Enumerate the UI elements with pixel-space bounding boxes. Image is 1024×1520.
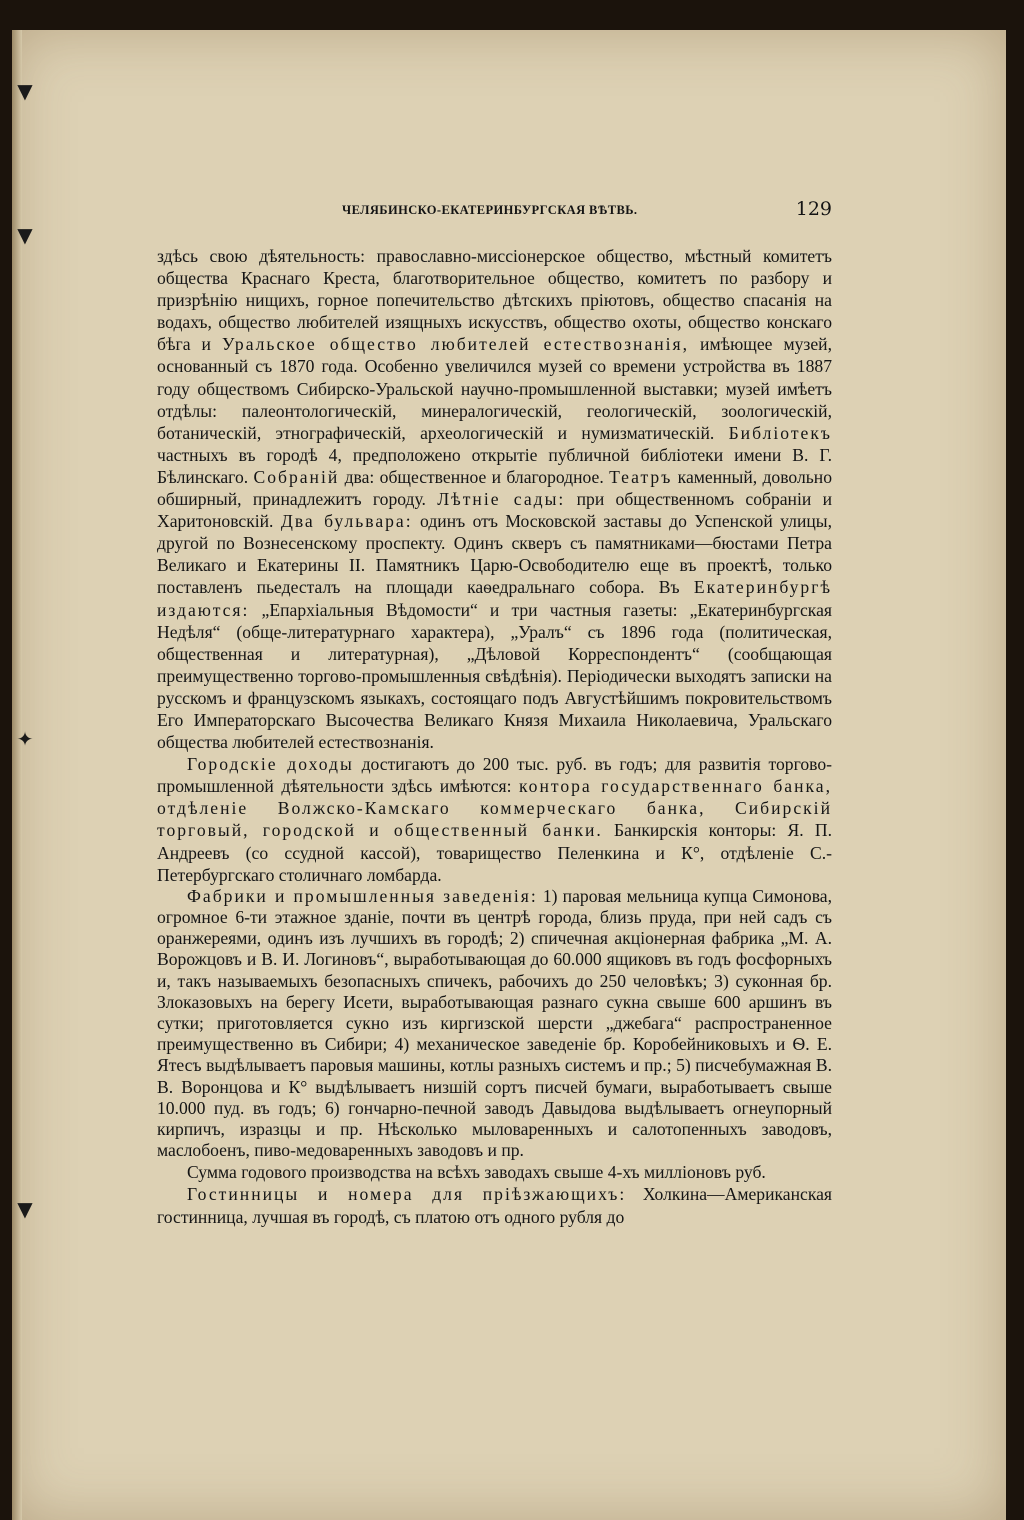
spaced-run: Городскіе доходы	[187, 754, 354, 775]
binding-marker-icon: ▼	[17, 1197, 33, 1221]
binding-marker-icon: ▼	[17, 223, 33, 247]
text-run: Банкирскія конторы: Я. П. Андреевъ (со ссудной кассой), товарищество Пеленкина и К°, отдѣленіе С.-Петербургскаго столичнаго ломбарда.	[157, 820, 832, 885]
binding-marker-icon: ▼	[17, 79, 33, 103]
spaced-run: Собраній	[253, 466, 340, 487]
spaced-run: Лѣтніе сады:	[437, 489, 566, 510]
spaced-run: Екатеринбургѣ издаются:	[157, 577, 832, 620]
text-run: 1) паровая мельница купца Симонова, огромное 6-ти этажное зданіе, почти въ центрѣ города, близь пруда, при ней садъ съ оранжереями, одинъ изъ лучшихъ въ городѣ; 2) спичечная акціонерная фабрика „М. А. Ворожцовъ и В. И. Логиновъ“, выработывающая до 60.000 ящиковъ въ годъ фосфорныхъ и, такъ называемыхъ безопасныхъ спичекъ, рабочихъ до 250 человѣкъ; 3) суконная бр. Злоказовыхъ на берегу Исети, выработывающая разнаго сукна свыше 600 аршинъ въ сутки; приготовляется сукно изъ киргизской шерсти „джебага“ распространенное преимущественно въ Сибири; 4) механическое заведеніе бр. Коробейниковыхъ и Ѳ. Е. Ятесъ выдѣлываетъ паровыя машины, котлы разныхъ системъ и пр.; 5) писчебумажная В. В. Воронцова и К° выдѣлываетъ низшій сортъ писчей бумаги, выработываетъ свыше 10.000 пуд. въ годъ; 6) гончарно-печной заводъ Давыдова выдѣлываетъ огнеупорный кирпичъ, изразцы и пр. Нѣсколько мыловаренныхъ и салотопенныхъ заводовъ, маслобоенъ, пиво-медоваренныхъ заводовъ и пр.	[157, 885, 832, 1161]
text-run: Сумма годового производства на всѣхъ заводахъ свыше 4-хъ милліоновъ руб.	[187, 1162, 766, 1183]
body-text	[157, 245, 832, 1228]
text-run: одинъ отъ Московской заставы до Успенской улицы, другой по Вознесенскому проспекту. Одинъ скверъ съ памятниками—бюстами Петра Великаго и Екатерины II. Памятникъ Царю-Освободителю еще въ проектѣ, только поставленъ пьедесталъ на площади каѳедральнаго собора. Въ	[157, 511, 832, 598]
text-run: частныхъ въ городѣ 4, предположено открытіе публичной библіотеки имени В. Г. Бѣлинскаго.	[157, 444, 832, 487]
book-page	[12, 30, 1006, 1520]
paragraph-city-revenue	[157, 753, 832, 886]
binding-marker-icon: ✦	[16, 727, 34, 751]
text-run: достигаютъ до 200 тыс. руб. въ годъ; для развитія торгово-промышленной дѣятельности здѣсь имѣются:	[157, 754, 832, 797]
text-run: два: общественное и благородное.	[339, 466, 610, 487]
text-run: „Епархіальныя Вѣдомости“ и три частныя газеты: „Екатеринбургская Недѣля“ (обще-литературнаго характера), „Уралъ“ съ 1896 года (политическая, общественная и литературная), „Дѣловой Корреспондентъ“ (сообщающая преимущественно торгово-промышленныя свѣдѣнія). Періодически выходятъ записки на русскомъ и французскомъ языкахъ, состоящаго подъ Августѣйшимъ покровительствомъ Его Императорскаго Высочества Великаго Князя Михаила Николаевича, Уральскаго общества любителей естествознанія.	[157, 599, 832, 753]
spaced-run: Уральское общество любителей естествознанія,	[221, 334, 690, 355]
running-title: ЧЕЛЯБИНСКО-ЕКАТЕРИНБУРГСКАЯ ВѢТВЬ.	[342, 203, 638, 217]
spaced-run: Гостинницы и номера для пріѣзжающихъ:	[187, 1184, 627, 1205]
text-run: Холкина—Американская гостинница, лучшая въ городѣ, съ платою отъ одного рубля до	[157, 1184, 833, 1227]
spaced-run: Театръ	[609, 466, 673, 487]
text-run: при общественномъ собраніи и Харитоновскій.	[157, 489, 832, 532]
spaced-run: Два бульвара:	[280, 511, 413, 532]
page-number: 129	[795, 198, 832, 220]
page-edge	[12, 30, 22, 1520]
paragraph-production-total	[157, 1161, 832, 1183]
spaced-run: Библіотекъ	[728, 422, 832, 443]
paragraph-factories	[157, 886, 832, 1162]
spaced-run: контора государственнаго банка, отдѣленіе Волжско-Камскаго коммерческаго банка, Сибирскій торговый, городской и общественный банки.	[157, 776, 832, 841]
paragraph-institutions	[157, 245, 832, 753]
text-run: здѣсь свою дѣятельность: православно-миссіонерское общество, мѣстный комитетъ общества Краснаго Креста, благотворительное общество, комитетъ по разбору и призрѣнію нищихъ, горное попечительство дѣтскихъ пріютовъ, общество спасанія на водахъ, общество любителей изящныхъ искусствъ, общество охоты, общество конскаго бѣга и	[157, 246, 832, 355]
text-run: имѣющее музей, основанный съ 1870 года. Особенно увеличился музей со времени устройства въ 1887 году обществомъ Сибирско-Уральской научно-промышленной выставки; музей имѣетъ отдѣлы: палеонтологическій, минералогическій, геологическій, зоологическій, ботаническій, этнографическій, археологическій и нумизматическій.	[157, 334, 832, 443]
spaced-run: Фабрики и промышленныя заведенія:	[187, 885, 538, 906]
text-run: каменный, довольно обширный, принадлежитъ городу.	[157, 466, 832, 510]
paragraph-hotels	[157, 1183, 832, 1227]
page-header	[342, 198, 832, 224]
